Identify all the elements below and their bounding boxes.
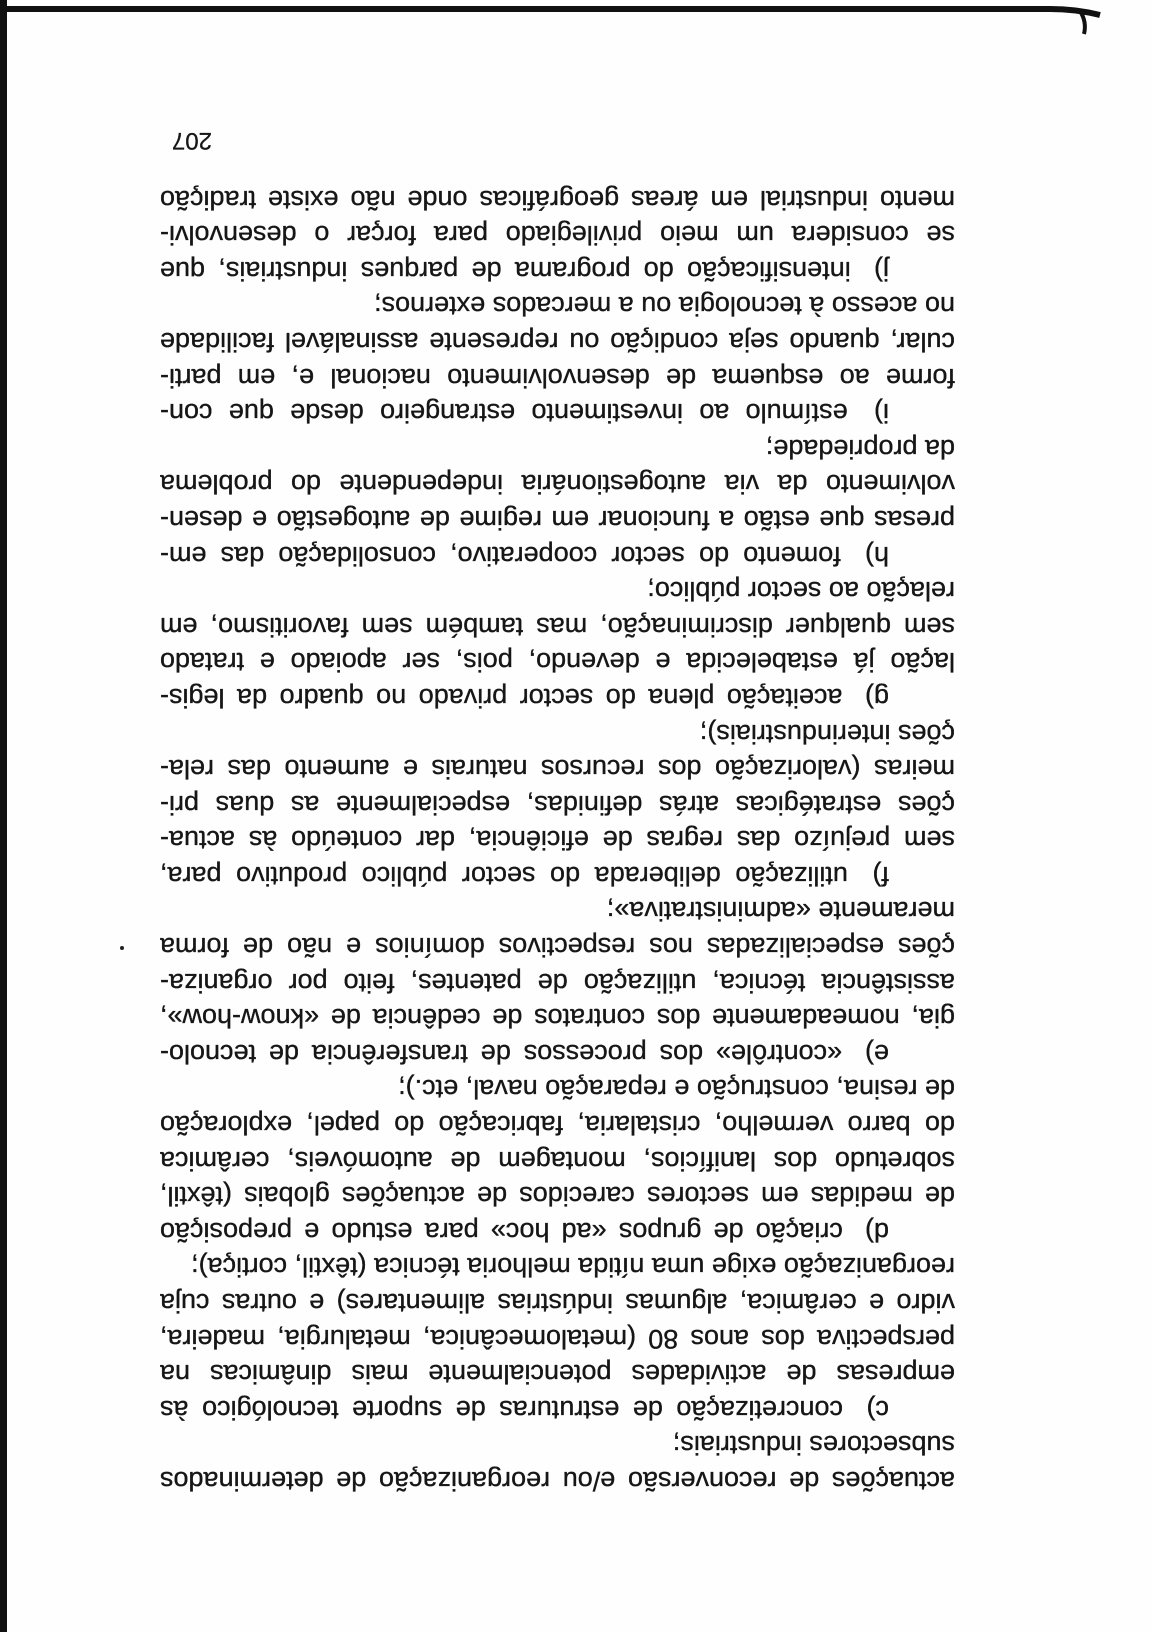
line-text: aceitação plena do sector privado no quadro da legis- bbox=[160, 682, 843, 713]
list-item bbox=[160, 1071, 955, 1249]
text-line bbox=[160, 679, 955, 715]
text-line: sem prejuízo das regras de eficiência, dar conteúdo às actua- bbox=[160, 825, 955, 856]
list-marker: h) bbox=[864, 540, 889, 571]
text-line: perspectiva dos anos 80 (metalomecânica, metalurgia, madeira, bbox=[160, 1323, 955, 1354]
text-line: lação já estabelecida e devendo, pois, ser apoiado e tratado bbox=[160, 647, 955, 678]
text-line: assistência técnica, utilização de patentes, feito por organiza- bbox=[160, 967, 955, 998]
text-line: presas que estão a funcionar em regime de autogestão e desen- bbox=[160, 504, 955, 535]
line-text: concretização de estruturas de suporte tecnológico às bbox=[160, 1394, 843, 1425]
list-item bbox=[160, 1249, 955, 1427]
text-line: de resina, construção e reparação naval, etc.); bbox=[398, 1074, 955, 1105]
text-line: gia, nomeadamente dos contratos de cedência de «know-how», bbox=[160, 1003, 955, 1034]
text-line bbox=[160, 1035, 955, 1071]
text-body bbox=[160, 181, 955, 1498]
text-line: da propriedade; bbox=[765, 433, 955, 464]
line-text: fomento do sector cooperativo, consolidação das em- bbox=[160, 540, 841, 571]
list-item bbox=[160, 893, 955, 1071]
line-text: criação de grupos «ad hoc» para estudo e preposição bbox=[160, 1216, 843, 1247]
text-line: vidro e cerâmica, algumas indústrias alimentares) e outras cuja bbox=[160, 1288, 955, 1319]
text-line: ções interindustriais); bbox=[699, 718, 955, 749]
text-line: forme ao esquema de desenvolvimento nacional e, em parti- bbox=[160, 362, 955, 393]
list-marker: c) bbox=[866, 1394, 889, 1425]
list-marker: d) bbox=[864, 1216, 889, 1247]
text-line: ções especializadas nos respectivos domínios e não de forma bbox=[160, 932, 955, 963]
text-line: empresas de actividades potencialmente mais dinâmicas na bbox=[160, 1359, 955, 1390]
list-item bbox=[160, 573, 955, 715]
page-number: 207 bbox=[171, 127, 212, 154]
text-line: relação ao sector público; bbox=[647, 576, 955, 607]
text-line: meramente «administrativa»; bbox=[606, 896, 955, 927]
line-text: «contrôle» dos processos de transferência de tecnolo- bbox=[160, 1038, 843, 1069]
text-line: volvimento da via autogestionária independente do problema bbox=[160, 469, 955, 500]
text-line bbox=[160, 252, 955, 288]
text-line bbox=[160, 857, 955, 893]
text-line bbox=[160, 537, 955, 573]
list-item bbox=[160, 715, 955, 893]
list-marker: e) bbox=[864, 1038, 889, 1069]
text-line: reorganização exige uma nítida melhoria técnica (têxtil, cortiça); bbox=[191, 1252, 955, 1283]
line-text: utilização deliberada do sector público produtivo para, bbox=[160, 860, 848, 891]
text-line: de medidas em sectores carecidos de actuações globais (têxtil, bbox=[160, 1181, 955, 1212]
list-marker: j) bbox=[874, 255, 889, 286]
text-line bbox=[160, 395, 955, 431]
list-marker: f) bbox=[872, 860, 889, 891]
list-item bbox=[160, 181, 955, 288]
text-line: no acesso à tecnologia ou a mercados externos; bbox=[374, 291, 955, 322]
text-line: sem qualquer discriminação, mas também sem favoritismo, em bbox=[160, 611, 955, 642]
text-line bbox=[160, 1391, 955, 1427]
list-marker: i) bbox=[874, 398, 889, 429]
text-line: actuações de reconversão e/ou reorganização de determinados bbox=[160, 1466, 955, 1496]
text-line: cular, quando seja condição ou represente assinalável facilidade bbox=[160, 327, 955, 357]
text-line: sobretudo dos lanifícios, montagem de automóveis, cerâmica bbox=[160, 1145, 955, 1176]
text-line bbox=[160, 1213, 955, 1249]
text-line: ções estratégicas atrás definidas, especialmente as duas pri- bbox=[160, 789, 955, 820]
text-line: meiras (valorização dos recursos naturais e aumento das rela- bbox=[160, 754, 955, 785]
list-marker: g) bbox=[864, 682, 889, 713]
line-text: estímulo ao investimento estrangeiro desde que con- bbox=[160, 398, 848, 429]
text-line: subsectores industriais; bbox=[672, 1430, 955, 1461]
line-text: intensificação do programa de parques industriais, que bbox=[160, 255, 851, 286]
text-line: se considera um meio privilegiado para forçar o desenvolvi- bbox=[160, 220, 955, 251]
list-item bbox=[160, 288, 955, 430]
intro-paragraph bbox=[160, 1427, 955, 1498]
list-item bbox=[160, 430, 955, 572]
text-line: do barro vermelho, cristalaria, fabricação do papel, exploração bbox=[160, 1110, 955, 1141]
text-line: mento industrial em áreas geográficas onde não existe tradição bbox=[160, 184, 955, 215]
